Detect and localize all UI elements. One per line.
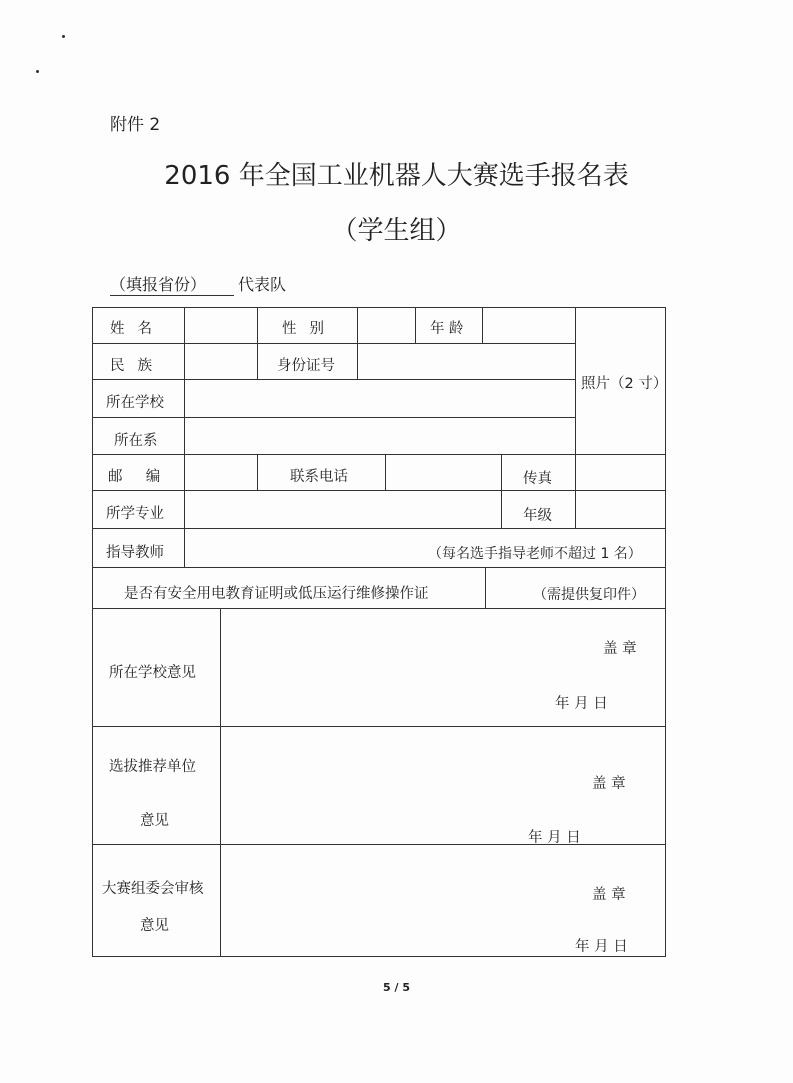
col-line <box>485 567 486 608</box>
table-border-right <box>665 307 666 957</box>
major-field[interactable] <box>258 491 500 527</box>
photo-label: 照片（2 寸） <box>581 376 668 392</box>
row-line <box>92 567 666 568</box>
stamp-text: 盖 章 <box>603 641 637 657</box>
committee-label-2: 意见 <box>140 918 169 934</box>
postcode-label: 邮编 <box>108 469 184 485</box>
ethnicity-label: 民族 <box>110 358 166 374</box>
name-label: 姓名 <box>110 321 166 337</box>
committee-label: 大赛组委会审核 <box>102 881 204 897</box>
col-line <box>257 454 258 490</box>
team-line <box>110 272 286 296</box>
gender-field[interactable] <box>358 308 414 342</box>
certificate-note: （需提供复印件） <box>533 587 645 603</box>
col-line <box>501 454 502 528</box>
form-title: 2016 年全国工业机器人大赛选手报名表 <box>164 161 629 191</box>
certificate-question: 是否有安全用电教育证明或低压运行维修操作证 <box>124 586 429 602</box>
scan-speck <box>62 35 65 38</box>
stamp-text: 盖 章 <box>592 776 626 792</box>
advisor-label: 指导教师 <box>106 545 164 561</box>
form-subtitle: （学生组） <box>331 216 462 246</box>
department-label: 所在系 <box>114 433 158 449</box>
fax-field[interactable] <box>576 455 664 489</box>
name-field[interactable] <box>185 308 256 342</box>
major-label: 所学专业 <box>106 506 164 522</box>
age-field[interactable] <box>483 308 574 342</box>
school-label: 所在学校 <box>106 395 164 411</box>
fax-label: 传真 <box>523 471 552 487</box>
col-line <box>415 307 416 343</box>
school-field[interactable] <box>185 380 574 416</box>
registration-table <box>92 307 666 957</box>
attachment-label: 附件 2 <box>110 115 161 135</box>
phone-field[interactable] <box>386 455 500 489</box>
id-field[interactable] <box>358 344 574 378</box>
age-label: 年龄 <box>430 321 468 337</box>
postcode-field[interactable] <box>185 455 256 489</box>
advisor-note: （每名选手指导老师不超过 1 名） <box>428 546 642 562</box>
scan-speck <box>36 70 39 73</box>
department-field[interactable] <box>185 418 574 453</box>
gender-label: 性别 <box>282 321 338 337</box>
advisor-field[interactable] <box>185 529 425 566</box>
date-text: 年 月 日 <box>575 939 628 955</box>
page-number: 5 / 5 <box>383 981 410 994</box>
id-label: 身份证号 <box>277 358 335 374</box>
date-text: 年 月 日 <box>555 696 608 712</box>
col-line <box>257 307 258 343</box>
date-text: 年 月 日 <box>528 830 581 846</box>
recommend-label: 选拔推荐单位 <box>109 759 196 775</box>
ethnicity-field[interactable] <box>185 344 256 378</box>
school-opinion-label: 所在学校意见 <box>109 665 196 681</box>
table-border-bottom <box>92 956 666 957</box>
stamp-text: 盖 章 <box>592 887 626 903</box>
recommend-label-2: 意见 <box>140 813 169 829</box>
table-border-left <box>92 307 93 957</box>
team-suffix: 代表队 <box>238 275 287 294</box>
phone-label: 联系电话 <box>290 469 348 485</box>
province-field[interactable]: （填报省份） <box>110 272 234 296</box>
col-line <box>257 343 258 379</box>
grade-field[interactable] <box>576 491 664 527</box>
grade-label: 年级 <box>523 508 552 524</box>
photo-box[interactable] <box>576 308 664 453</box>
